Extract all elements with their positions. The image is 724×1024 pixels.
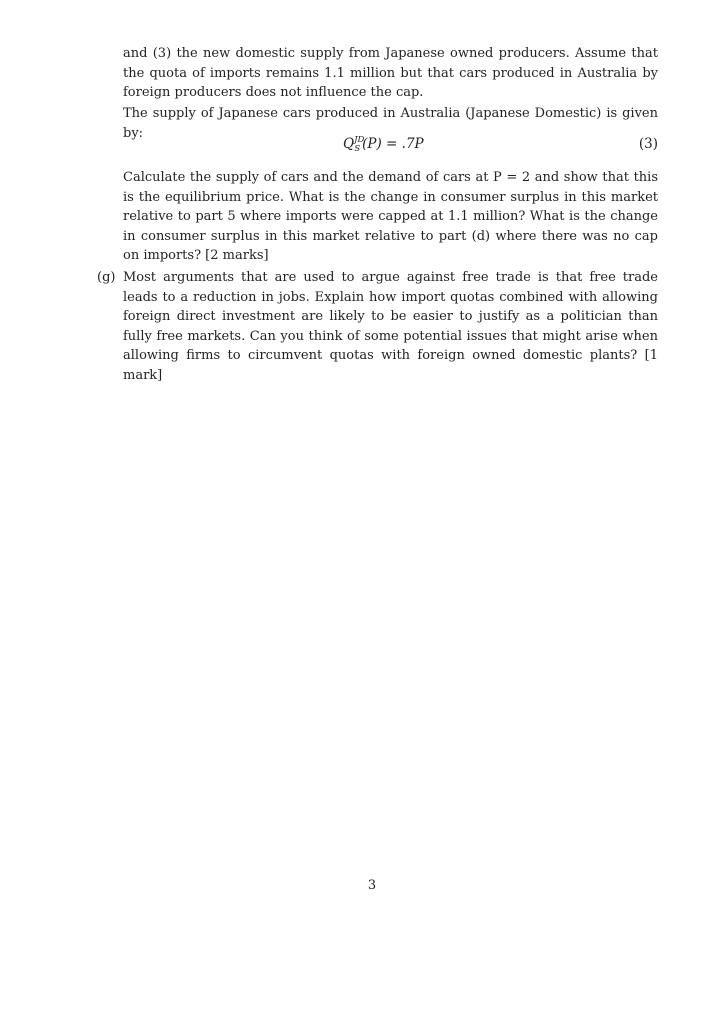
equation-japanese-domestic-supply: [123, 136, 658, 158]
equation-q: Q: [343, 136, 355, 152]
paragraph-continued: and (3) the new domestic supply from Japanese owned producers. Assume that the quota of imports remains 1.1 million but that cars produced in Australia by foreign producers does not influence the cap.: [123, 46, 658, 101]
item-text: Most arguments that are used to argue against free trade is that free trade leads to a reduction in jobs. Explain how import quotas combined with allowing foreign direct investment are likely to be easier to justify as a politician than fully free markets. Can you think of some potential issues that might arise when allowing firms to circumvent quotas with foreign owned domestic plants? [1 mark]: [123, 270, 658, 383]
paragraph-supply-intro: The supply of Japanese cars produced in Australia (Japanese Domestic) is given by:: [123, 106, 658, 141]
equation-superscript: JD: [354, 135, 365, 145]
equation-rest: (P) = .7P: [362, 136, 424, 152]
equation-number: (3): [638, 136, 658, 152]
page-number: 3: [367, 878, 377, 893]
item-label: (g): [97, 270, 116, 285]
equation-subscript: S: [354, 144, 361, 154]
paragraph-calculate: Calculate the supply of cars and the demand of cars at P = 2 and show that this is the equilibrium price. What is the change in consumer surplus in this market relative to part 5 where imports were capped at 1.1 million? What is the change in consumer surplus in this market relative to part (d) where there was no cap on imports? [2 marks]: [123, 170, 658, 264]
equation-body: [343, 136, 424, 152]
